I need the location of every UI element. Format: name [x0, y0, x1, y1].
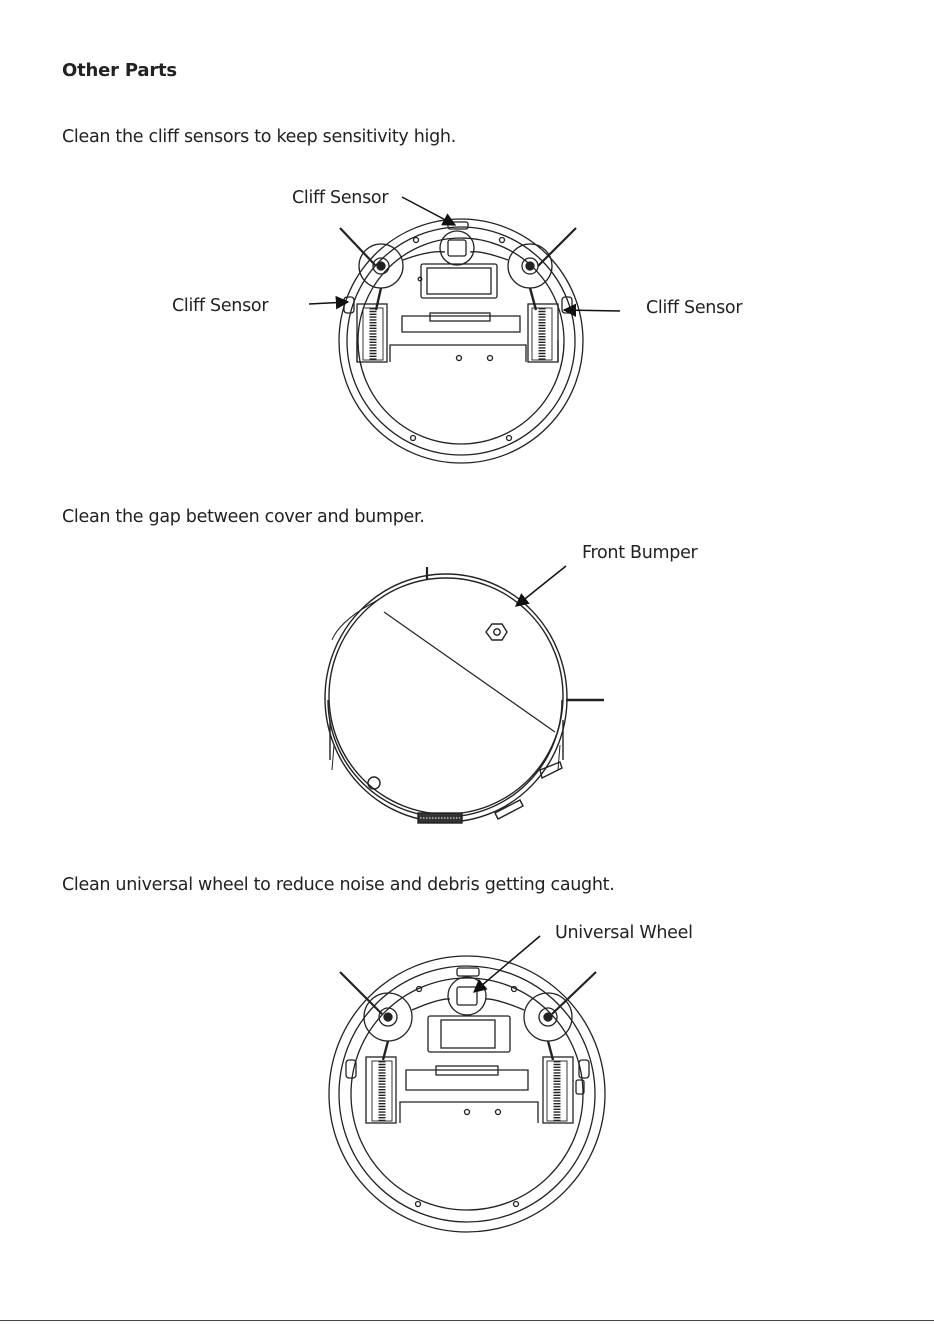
- arrow-left-cliff-sensor: [309, 302, 348, 304]
- cliff-sensor-label-top: Cliff Sensor: [292, 188, 389, 208]
- robot-underside-figure-2: [329, 956, 605, 1232]
- bumper-instruction: Clean the gap between cover and bumper.: [62, 507, 425, 527]
- universal-wheel-label: Universal Wheel: [555, 923, 693, 943]
- page-bottom-rule: [0, 1320, 934, 1321]
- cliff-sensor-label-right: Cliff Sensor: [646, 298, 743, 318]
- universal-wheel-instruction: Clean universal wheel to reduce noise and debris getting caught.: [62, 875, 615, 895]
- page-heading: Other Parts: [62, 60, 177, 81]
- arrow-universal-wheel: [474, 936, 540, 992]
- cliff-sensor-instruction: Clean the cliff sensors to keep sensitivity high.: [62, 127, 456, 147]
- robot-underside-figure-1: [339, 219, 583, 463]
- arrow-front-bumper: [516, 566, 566, 606]
- front-bumper-label: Front Bumper: [582, 543, 698, 563]
- arrow-right-cliff-sensor: [564, 310, 620, 311]
- robot-top-figure: [325, 567, 604, 823]
- cliff-sensor-label-left: Cliff Sensor: [172, 296, 269, 316]
- arrow-top-cliff-sensor: [402, 197, 455, 225]
